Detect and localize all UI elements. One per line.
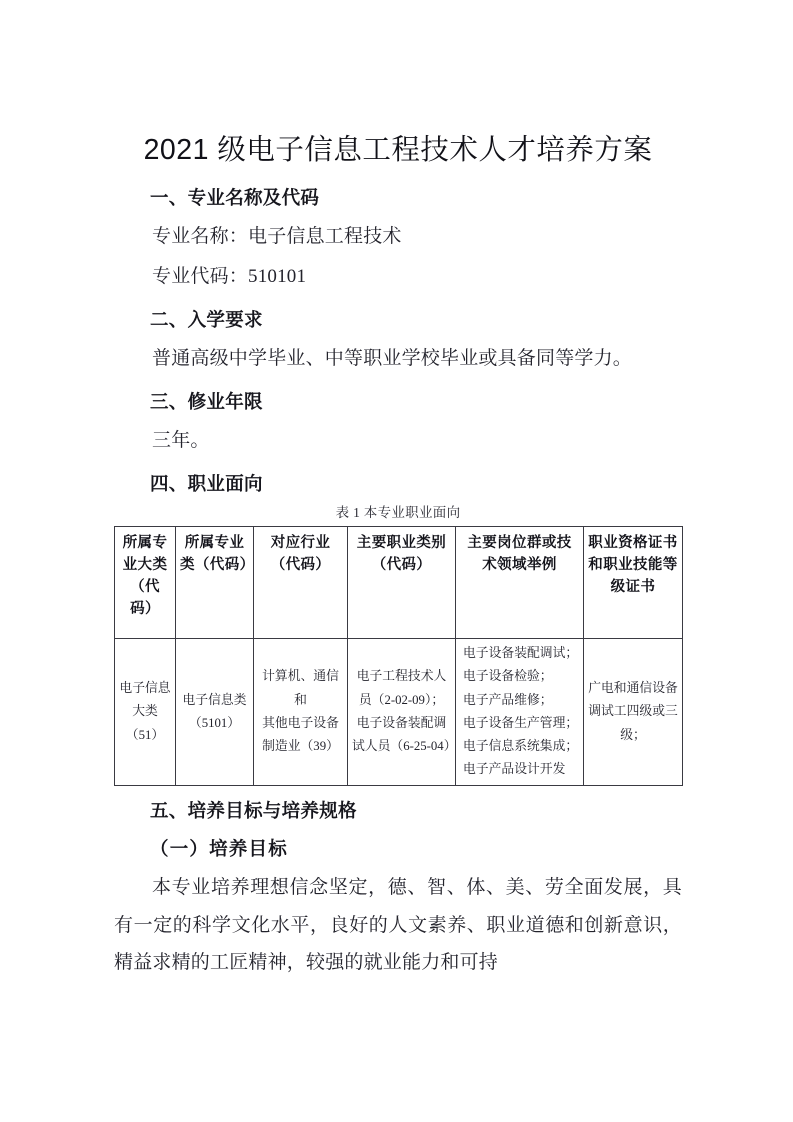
cell-line: 电子设备检验； [463, 669, 553, 684]
cell-line: 试人员（6-25-04） [352, 739, 457, 754]
cell-line: 电子信息 [119, 680, 171, 695]
major-code-text: 专业代码：510101 [152, 265, 307, 287]
cell-line: 电子信息系统集成； [463, 739, 579, 754]
table-header-major-category: 所属专业大类（代码） [115, 527, 176, 639]
cell-line: 电子设备装配调 [356, 715, 447, 730]
cell-line: 电子设备装配调试； [463, 646, 579, 661]
cell-line: （5101） [188, 715, 241, 730]
table-header-industry: 对应行业（代码） [254, 527, 348, 639]
cell-line: 电子设备生产管理； [463, 715, 579, 730]
table-caption: 表 1 本专业职业面向 [335, 505, 461, 521]
section-heading-two: 二、入学要求 [150, 309, 263, 331]
cell-line: 计算机、通信和 [262, 669, 339, 707]
cell-line: 员（2-02-09）； [358, 692, 445, 707]
cell-certificates [584, 639, 683, 786]
section-heading-four: 四、职业面向 [150, 473, 263, 495]
table-header-row [115, 527, 683, 639]
cell-major-class [176, 639, 254, 786]
cell-positions [456, 639, 584, 786]
section-heading-five: 五、培养目标与培养规格 [150, 799, 357, 821]
section-heading-one: 一、专业名称及代码 [150, 187, 320, 209]
cell-line: 电子信息类 [182, 692, 247, 707]
cell-line: 电子产品维修； [463, 692, 553, 707]
section-heading-three: 三、修业年限 [150, 391, 263, 413]
cell-line: 电子工程技术人 [356, 669, 447, 684]
cell-occupation [348, 639, 456, 786]
cell-line: 制造业（39） [262, 739, 339, 754]
table-header-major-class: 所属专业类（代码） [176, 527, 254, 639]
cell-line: （51） [125, 727, 165, 742]
study-duration-text: 三年。 [152, 429, 210, 451]
page-title: 2021 级电子信息工程技术人才培养方案 [143, 134, 653, 166]
cell-line: 其他电子设备 [262, 715, 339, 730]
training-objective-text: 本专业培养理想信念坚定，德、智、体、美、劳全面发展，具有一定的科学文化水平，良好的人文素养、职业道德和创新意识，精益求精的工匠精神，较强的就业能力和可持 [114, 877, 682, 974]
table-header-positions: 主要岗位群或技术领域举例 [456, 527, 584, 639]
cell-line: 广电和通信设备 [588, 680, 678, 695]
table-row [115, 639, 683, 786]
cell-industry [254, 639, 348, 786]
job-orientation-table [114, 526, 683, 786]
table-header-occupation: 主要职业类别（代码） [348, 527, 456, 639]
cell-line: 大类 [132, 704, 158, 719]
cell-major-category [115, 639, 176, 786]
table-header-certificates: 职业资格证书和职业技能等级证书 [584, 527, 683, 639]
major-name-text: 专业名称：电子信息工程技术 [152, 226, 402, 248]
admission-requirement-text: 普通高级中学毕业、中等职业学校毕业或具备同等学力。 [152, 347, 633, 369]
document-content [114, 132, 682, 984]
cell-line: 级； [620, 727, 646, 742]
cell-line: 调试工四级或三 [588, 704, 678, 719]
sub-heading-training-objective: （一）培养目标 [150, 840, 288, 861]
cell-line: 电子产品设计开发 [463, 762, 566, 777]
